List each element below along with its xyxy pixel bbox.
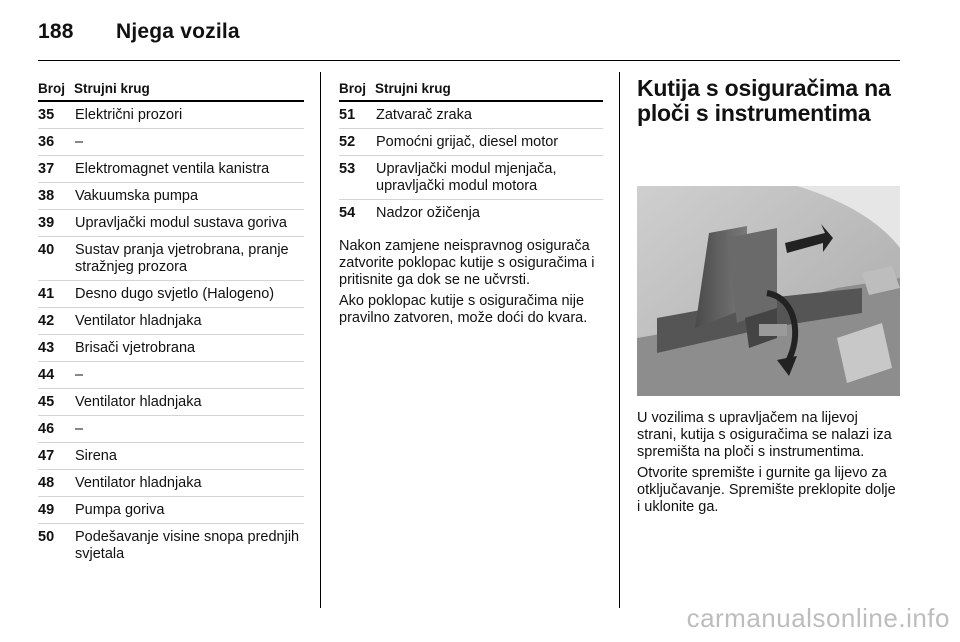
fuse-number: 45 [38, 394, 55, 410]
section-paragraph: Otvorite spremište i gurnite ga lijevo za otključavanje. Spremište preklopite dolje i uklonite ga. [637, 465, 896, 515]
circuit-name: Vakuumska pumpa [75, 188, 199, 204]
fuse-number: 51 [339, 107, 356, 123]
circuit-name: Ventilator hladnjaka [75, 394, 202, 410]
circuit-name: Sirena [75, 448, 117, 464]
instrument-panel-fuse-section [637, 75, 900, 516]
fuse-number: 40 [38, 242, 55, 258]
circuit-name: Zatvarač zraka [376, 107, 472, 123]
circuit-name: Desno dugo svjetlo (Halogeno) [75, 286, 275, 302]
fuse-number: 47 [38, 448, 55, 464]
table-row [38, 497, 304, 524]
table-row [339, 129, 603, 156]
circuit-name: Upravljački modul mjenjača, upravljački modul motora [376, 161, 557, 194]
fuse-box-drawing [637, 138, 900, 396]
fuse-table-1 [38, 80, 304, 567]
table-body [339, 102, 603, 226]
table-row [38, 335, 304, 362]
fuse-number: 52 [339, 134, 356, 150]
fuse-number: 35 [38, 107, 55, 123]
fuse-number: 36 [38, 134, 55, 150]
circuit-name: Elektromagnet ventila kanistra [75, 161, 270, 177]
header-rule [38, 60, 900, 61]
page-number: 188 [38, 20, 74, 43]
column-header-circuit: Strujni krug [375, 81, 451, 96]
fuse-number: 49 [38, 502, 55, 518]
fuse-number: 43 [38, 340, 55, 356]
fuse-number: 41 [38, 286, 55, 302]
column-header-number: Broj [38, 81, 65, 96]
circuit-name: Pumpa goriva [75, 502, 165, 518]
circuit-name: Pomoćni grijač, diesel motor [376, 134, 559, 150]
table-row [38, 524, 304, 567]
circuit-name: Podešavanje visine snopa prednjih svjetala [75, 529, 300, 562]
fuse-number: 44 [38, 367, 55, 383]
fuse-number: 54 [339, 205, 356, 221]
table-row [339, 156, 603, 200]
table-row [38, 470, 304, 497]
table-row [339, 200, 603, 226]
watermark: carmanualsonline.info [686, 603, 950, 633]
table-row [38, 129, 304, 156]
fuse-table-2-column [339, 80, 603, 327]
circuit-name: Sustav pranja vjetrobrana, pranje stražnjeg prozora [75, 242, 289, 275]
table-header [339, 80, 603, 102]
fuse-number: 38 [38, 188, 55, 204]
fuse-number: 39 [38, 215, 55, 231]
table-row [38, 102, 304, 129]
circuit-name: Ventilator hladnjaka [75, 313, 202, 329]
fuse-block [759, 324, 787, 336]
page-header [38, 20, 240, 44]
circuit-name: – [75, 421, 84, 437]
section-paragraph: U vozilima s upravljačem na lijevoj strani, kutija s osiguračima se nalazi iza spremišta na ploči s instrumentima. [637, 410, 892, 460]
circuit-name: – [75, 134, 84, 150]
table-row [339, 102, 603, 129]
column-divider [320, 72, 321, 608]
table-row [38, 389, 304, 416]
circuit-name: Ventilator hladnjaka [75, 475, 202, 491]
fuse-number: 37 [38, 161, 55, 177]
table-row [38, 156, 304, 183]
column-header-circuit: Strujni krug [74, 81, 150, 96]
table-row [38, 237, 304, 281]
note-paragraph: Ako poklopac kutije s osiguračima nije pravilno zatvoren, može doći do kvara. [339, 293, 588, 326]
fuse-number: 50 [38, 529, 55, 545]
circuit-name: Nadzor ožičenja [376, 205, 480, 221]
column-header-number: Broj [339, 81, 366, 96]
page-title: Njega vozila [116, 20, 240, 43]
column-divider [619, 72, 620, 608]
table-row [38, 362, 304, 389]
fuse-number: 53 [339, 161, 356, 177]
table-row [38, 416, 304, 443]
fuse-number: 46 [38, 421, 55, 437]
circuit-name: Brisači vjetrobrana [75, 340, 196, 356]
fuse-number: 48 [38, 475, 55, 491]
circuit-name: – [75, 367, 84, 383]
table-row [38, 183, 304, 210]
circuit-name: Upravljački modul sustava goriva [75, 215, 287, 231]
table-header [38, 80, 304, 102]
table-row [38, 308, 304, 335]
fuse-number: 42 [38, 313, 55, 329]
section-title: Kutija s osiguračima na ploči s instrumentima [637, 75, 891, 126]
circuit-name: Električni prozori [75, 107, 183, 123]
table-row [38, 281, 304, 308]
table-row [38, 210, 304, 237]
note-paragraph: Nakon zamjene neispravnog osigurača zatvorite poklopac kutije s osiguračima i pritisnite ga dok se ne učvrsti. [339, 238, 595, 288]
fuse-box-illustration [637, 138, 900, 396]
table-body [38, 102, 304, 567]
table-row [38, 443, 304, 470]
